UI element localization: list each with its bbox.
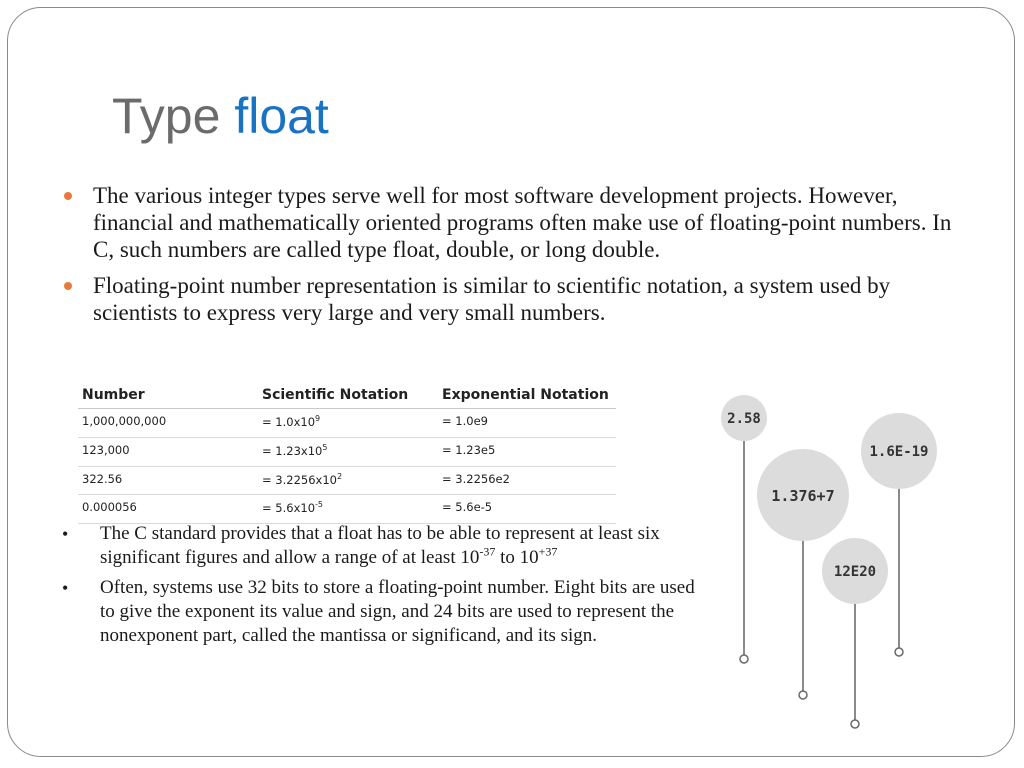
sci-exponent: 9 (315, 414, 321, 423)
bubble-pin (822, 538, 888, 728)
bubble-pin (721, 395, 767, 663)
bubble-pin (861, 413, 937, 656)
table-row (78, 466, 616, 495)
top-bullet-item (62, 272, 972, 326)
notation-table (78, 384, 616, 524)
sci-base: = 1.0x10 (262, 414, 316, 429)
range-min-exponent: -37 (479, 544, 496, 559)
cell-exponential: = 5.6e-5 (438, 495, 616, 524)
bottom-bullet-list (60, 522, 710, 654)
sci-base: = 1.23x10 (262, 443, 323, 458)
bottom-bullet-item (60, 576, 710, 648)
table-row (78, 495, 616, 524)
range-text-a: The C standard provides that a float has to be able to represent at least six significant figures and allow a range of at least 10 (100, 523, 660, 568)
cell-number: 322.56 (78, 466, 258, 495)
bubble-label: 12E20 (833, 564, 877, 580)
top-bullet-text: The various integer types serve well for most software development projects. However, financial and mathematically oriented programs often make use of floating-point numbers. In C, such numbers are called type float, double, or long double. (93, 183, 952, 262)
bubble-label: 1.6E-19 (869, 444, 929, 460)
cell-scientific (258, 495, 438, 524)
float-bubbles-illustration (710, 385, 960, 735)
top-bullet-list (62, 182, 972, 335)
sci-base: = 5.6x10 (262, 501, 316, 516)
cell-scientific (258, 409, 438, 438)
bottom-bullet-text: Often, systems use 32 bits to store a floating-point number. Eight bits are used to give the exponent its value and sign, and 24 bits are used to represent the nonexponent part, called the mantissa or significand, and its sign. (100, 577, 695, 646)
sci-exponent: 5 (322, 442, 328, 452)
bullet-dot-icon (64, 192, 72, 200)
cell-scientific (258, 437, 438, 466)
top-bullet-item (62, 182, 972, 263)
slide-title (112, 86, 329, 146)
sci-exponent: 2 (336, 471, 343, 481)
cell-exponential: = 1.23e5 (438, 437, 616, 466)
sci-exponent: -5 (315, 500, 324, 510)
table-header-row (78, 384, 616, 409)
bullet-dot-icon (64, 282, 72, 290)
cell-number: 0.000056 (78, 495, 258, 524)
column-header-number: Number (78, 384, 258, 409)
bullet-dot-icon: • (62, 524, 69, 544)
table-row (78, 409, 616, 438)
bottom-bullet-item (60, 522, 710, 570)
cell-exponential: = 3.2256e2 (438, 466, 616, 495)
cell-scientific (258, 466, 438, 495)
title-keyword: float (234, 88, 329, 144)
top-bullet-text: Floating-point number representation is similar to scientific notation, a system used by scientists to express very large and very small numbers. (93, 273, 891, 325)
bubble-label: 2.58 (727, 411, 761, 427)
column-header-scientific: Scientific Notation (258, 384, 438, 409)
cell-number: 123,000 (78, 437, 258, 466)
range-max-exponent: +37 (538, 544, 558, 559)
bottom-bullet-text (100, 523, 660, 568)
cell-exponential: = 1.0e9 (438, 409, 616, 438)
bullet-dot-icon: • (62, 578, 69, 598)
table-row (78, 437, 616, 466)
range-text-b: to 10 (495, 547, 539, 568)
sci-base: = 3.2256x10 (262, 472, 337, 487)
column-header-exponential: Exponential Notation (438, 384, 616, 409)
bubble-label: 1.376+7 (771, 487, 835, 505)
cell-number: 1,000,000,000 (78, 409, 258, 438)
title-prefix: Type (112, 88, 221, 144)
